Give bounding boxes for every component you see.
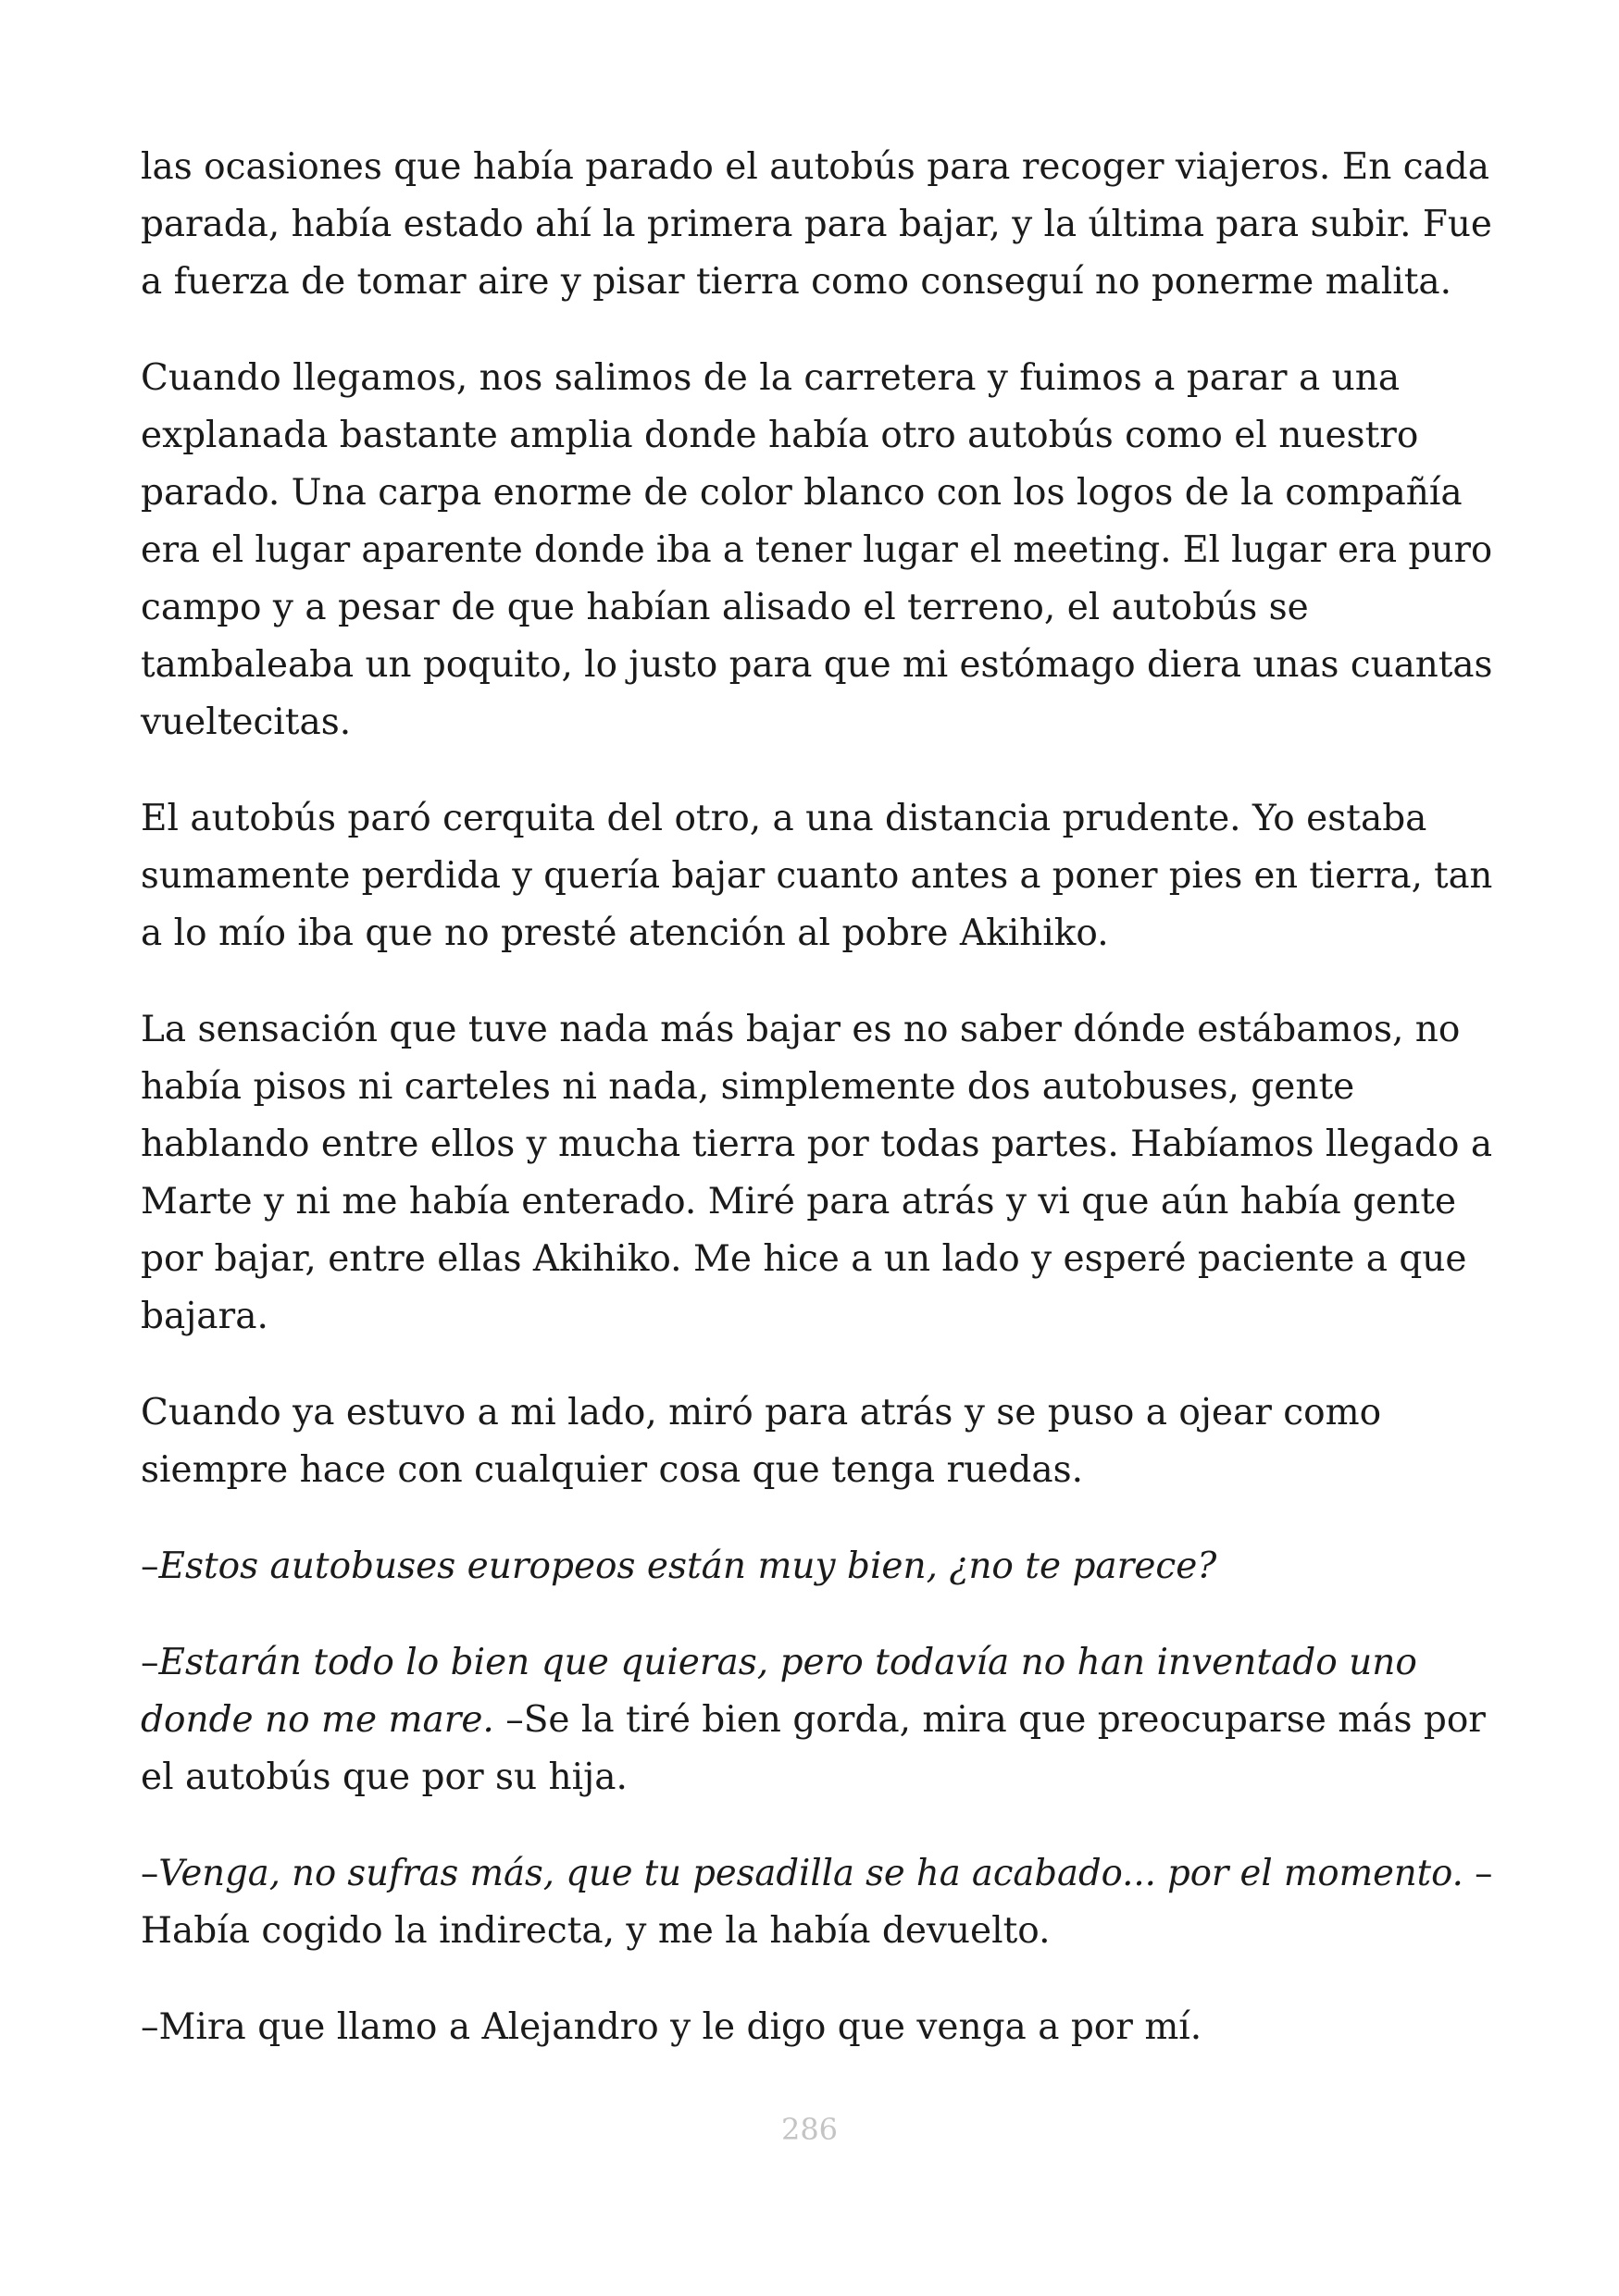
dialogue-1 [141,1538,1492,1595]
text-line [141,1538,1492,1595]
italic-text: Venga, no sufras más, que tu pesadilla se ha acabado... por el momento. [158,1853,1463,1894]
text-line: Marte y ni me había enterado. Miré para atrás y vi que aún había gente [141,1181,1457,1222]
text-line: sumamente perdida y quería bajar cuanto antes a poner pies en tierra, tan [141,855,1493,897]
text-line: hablando entre ellos y mucha tierra por todas partes. Habíamos llegado a [141,1123,1493,1165]
italic-text: Estos autobuses europeos están muy bien, ¿no te parece? [158,1545,1217,1587]
text-line: había pisos ni carteles ni nada, simplemente dos autobuses, gente [141,1066,1355,1108]
text-line: El autobús paró cerquita del otro, a una distancia prudente. Yo estaba [141,798,1427,839]
dialogue-dash: – [141,1853,159,1894]
text-line: Cuando ya estuvo a mi lado, miró para atrás y se puso a ojear como [141,1392,1382,1433]
page-number: 286 [780,2112,839,2147]
text-line: –Mira que llamo a Alejandro y le digo que venga a por mí. [141,2006,1202,2048]
paragraph-2 [141,350,1492,751]
narration-text: –Se la tiré bien gorda, mira que preocuparse más por [493,1699,1486,1741]
narration-text: – [1463,1853,1493,1894]
body-text [141,139,1492,2095]
paragraph-5 [141,1384,1492,1499]
italic-text: donde no me mare. [141,1699,494,1741]
text-line: era el lugar aparente donde iba a tener lugar el meeting. El lugar era puro [141,529,1493,571]
italic-text: Estarán todo lo bien que quieras, pero todavía no han inventado uno [158,1642,1417,1683]
text-line [141,1634,1492,1692]
text-line [141,1845,1493,1903]
text-line: campo y a pesar de que habían alisado el terreno, el autobús se [141,587,1309,628]
text-line: La sensación que tuve nada más bajar es no saber dónde estábamos, no [141,1009,1461,1050]
paragraph-4 [141,1001,1492,1346]
text-line: vueltecitas. [141,701,352,743]
dialogue-3 [141,1845,1492,1960]
text-line: parado. Una carpa enorme de color blanco con los logos de la compañía [141,472,1463,514]
dialogue-4 [141,1999,1492,2056]
dialogue-dash: – [141,1545,159,1587]
text-line: a lo mío iba que no presté atención al pobre Akihiko. [141,912,1109,954]
text-line: a fuerza de tomar aire y pisar tierra como conseguí no ponerme malita. [141,261,1452,303]
text-line: por bajar, entre ellas Akihiko. Me hice a un lado y esperé paciente a que [141,1238,1467,1280]
text-line: el autobús que por su hija. [141,1756,628,1798]
text-line: Había cogido la indirecta, y me la había devuelto. [141,1910,1051,1952]
text-line: bajara. [141,1296,268,1337]
text-line: las ocasiones que había parado el autobús para recoger viajeros. En cada [141,146,1490,188]
text-line [141,1692,1492,1749]
paragraph-3 [141,790,1492,962]
text-line: tambaleaba un poquito, lo justo para que mi estómago diera unas cuantas [141,644,1493,686]
text-line: explanada bastante amplia donde había otro autobús como el nuestro [141,415,1419,456]
text-line: parada, había estado ahí la primera para bajar, y la última para subir. Fue [141,204,1492,245]
text-line: Cuando llegamos, nos salimos de la carretera y fuimos a parar a una [141,357,1401,399]
paragraph-1 [141,139,1492,311]
dialogue-2 [141,1634,1492,1806]
dialogue-dash: – [141,1642,159,1683]
text-line: siempre hace con cualquier cosa que tenga ruedas. [141,1449,1084,1491]
